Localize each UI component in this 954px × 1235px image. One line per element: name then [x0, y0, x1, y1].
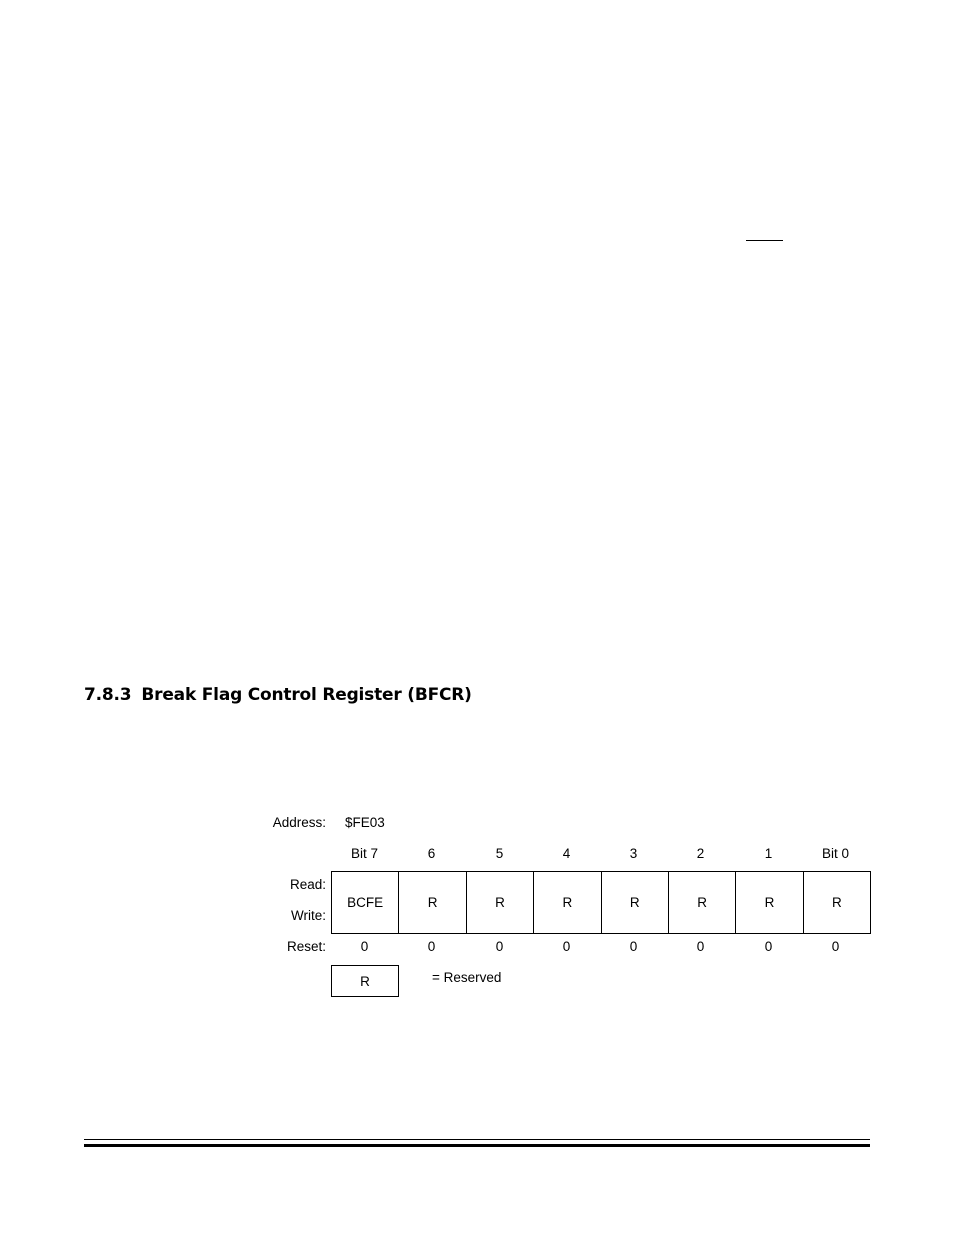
bit-cell: R — [601, 872, 668, 933]
bit-cell: R — [803, 872, 870, 933]
address-value: $FE03 — [345, 815, 385, 830]
register-bit-cells — [331, 871, 871, 934]
reset-value: 0 — [562, 939, 571, 954]
bit-number: 2 — [696, 846, 705, 861]
bit-number: Bit 0 — [821, 846, 849, 861]
bit-number: 4 — [562, 846, 571, 861]
bit-cell: R — [398, 872, 465, 933]
reset-value: 0 — [696, 939, 705, 954]
reset-value: 0 — [360, 939, 369, 954]
legend-symbol: R — [360, 973, 370, 989]
bit-number: 1 — [764, 846, 773, 861]
section-number: 7.8.3 — [84, 685, 132, 705]
address-label: Address: — [272, 815, 326, 830]
bit-cell: R — [466, 872, 533, 933]
write-label: Write: — [290, 908, 326, 923]
bit-number: Bit 7 — [350, 846, 378, 861]
read-label: Read: — [289, 877, 326, 892]
bit-number: 5 — [495, 846, 504, 861]
section-title: Break Flag Control Register (BFCR) — [141, 685, 472, 705]
reset-value: 0 — [764, 939, 773, 954]
reset-value: 0 — [831, 939, 840, 954]
reserved-legend-box — [331, 965, 399, 997]
bit-number: 6 — [427, 846, 436, 861]
bit-cell: BCFE — [347, 895, 384, 910]
footer-rule-thick — [84, 1144, 870, 1147]
reset-value: 0 — [495, 939, 504, 954]
bit-cell: R — [533, 872, 600, 933]
bit-cell: R — [668, 872, 735, 933]
bit-number: 3 — [629, 846, 638, 861]
reset-value: 0 — [629, 939, 638, 954]
legend-text: = Reserved — [432, 970, 502, 985]
footer-rule-thin — [84, 1139, 870, 1140]
reset-label: Reset: — [286, 939, 326, 954]
reset-value: 0 — [427, 939, 436, 954]
bit-cell: R — [735, 872, 802, 933]
